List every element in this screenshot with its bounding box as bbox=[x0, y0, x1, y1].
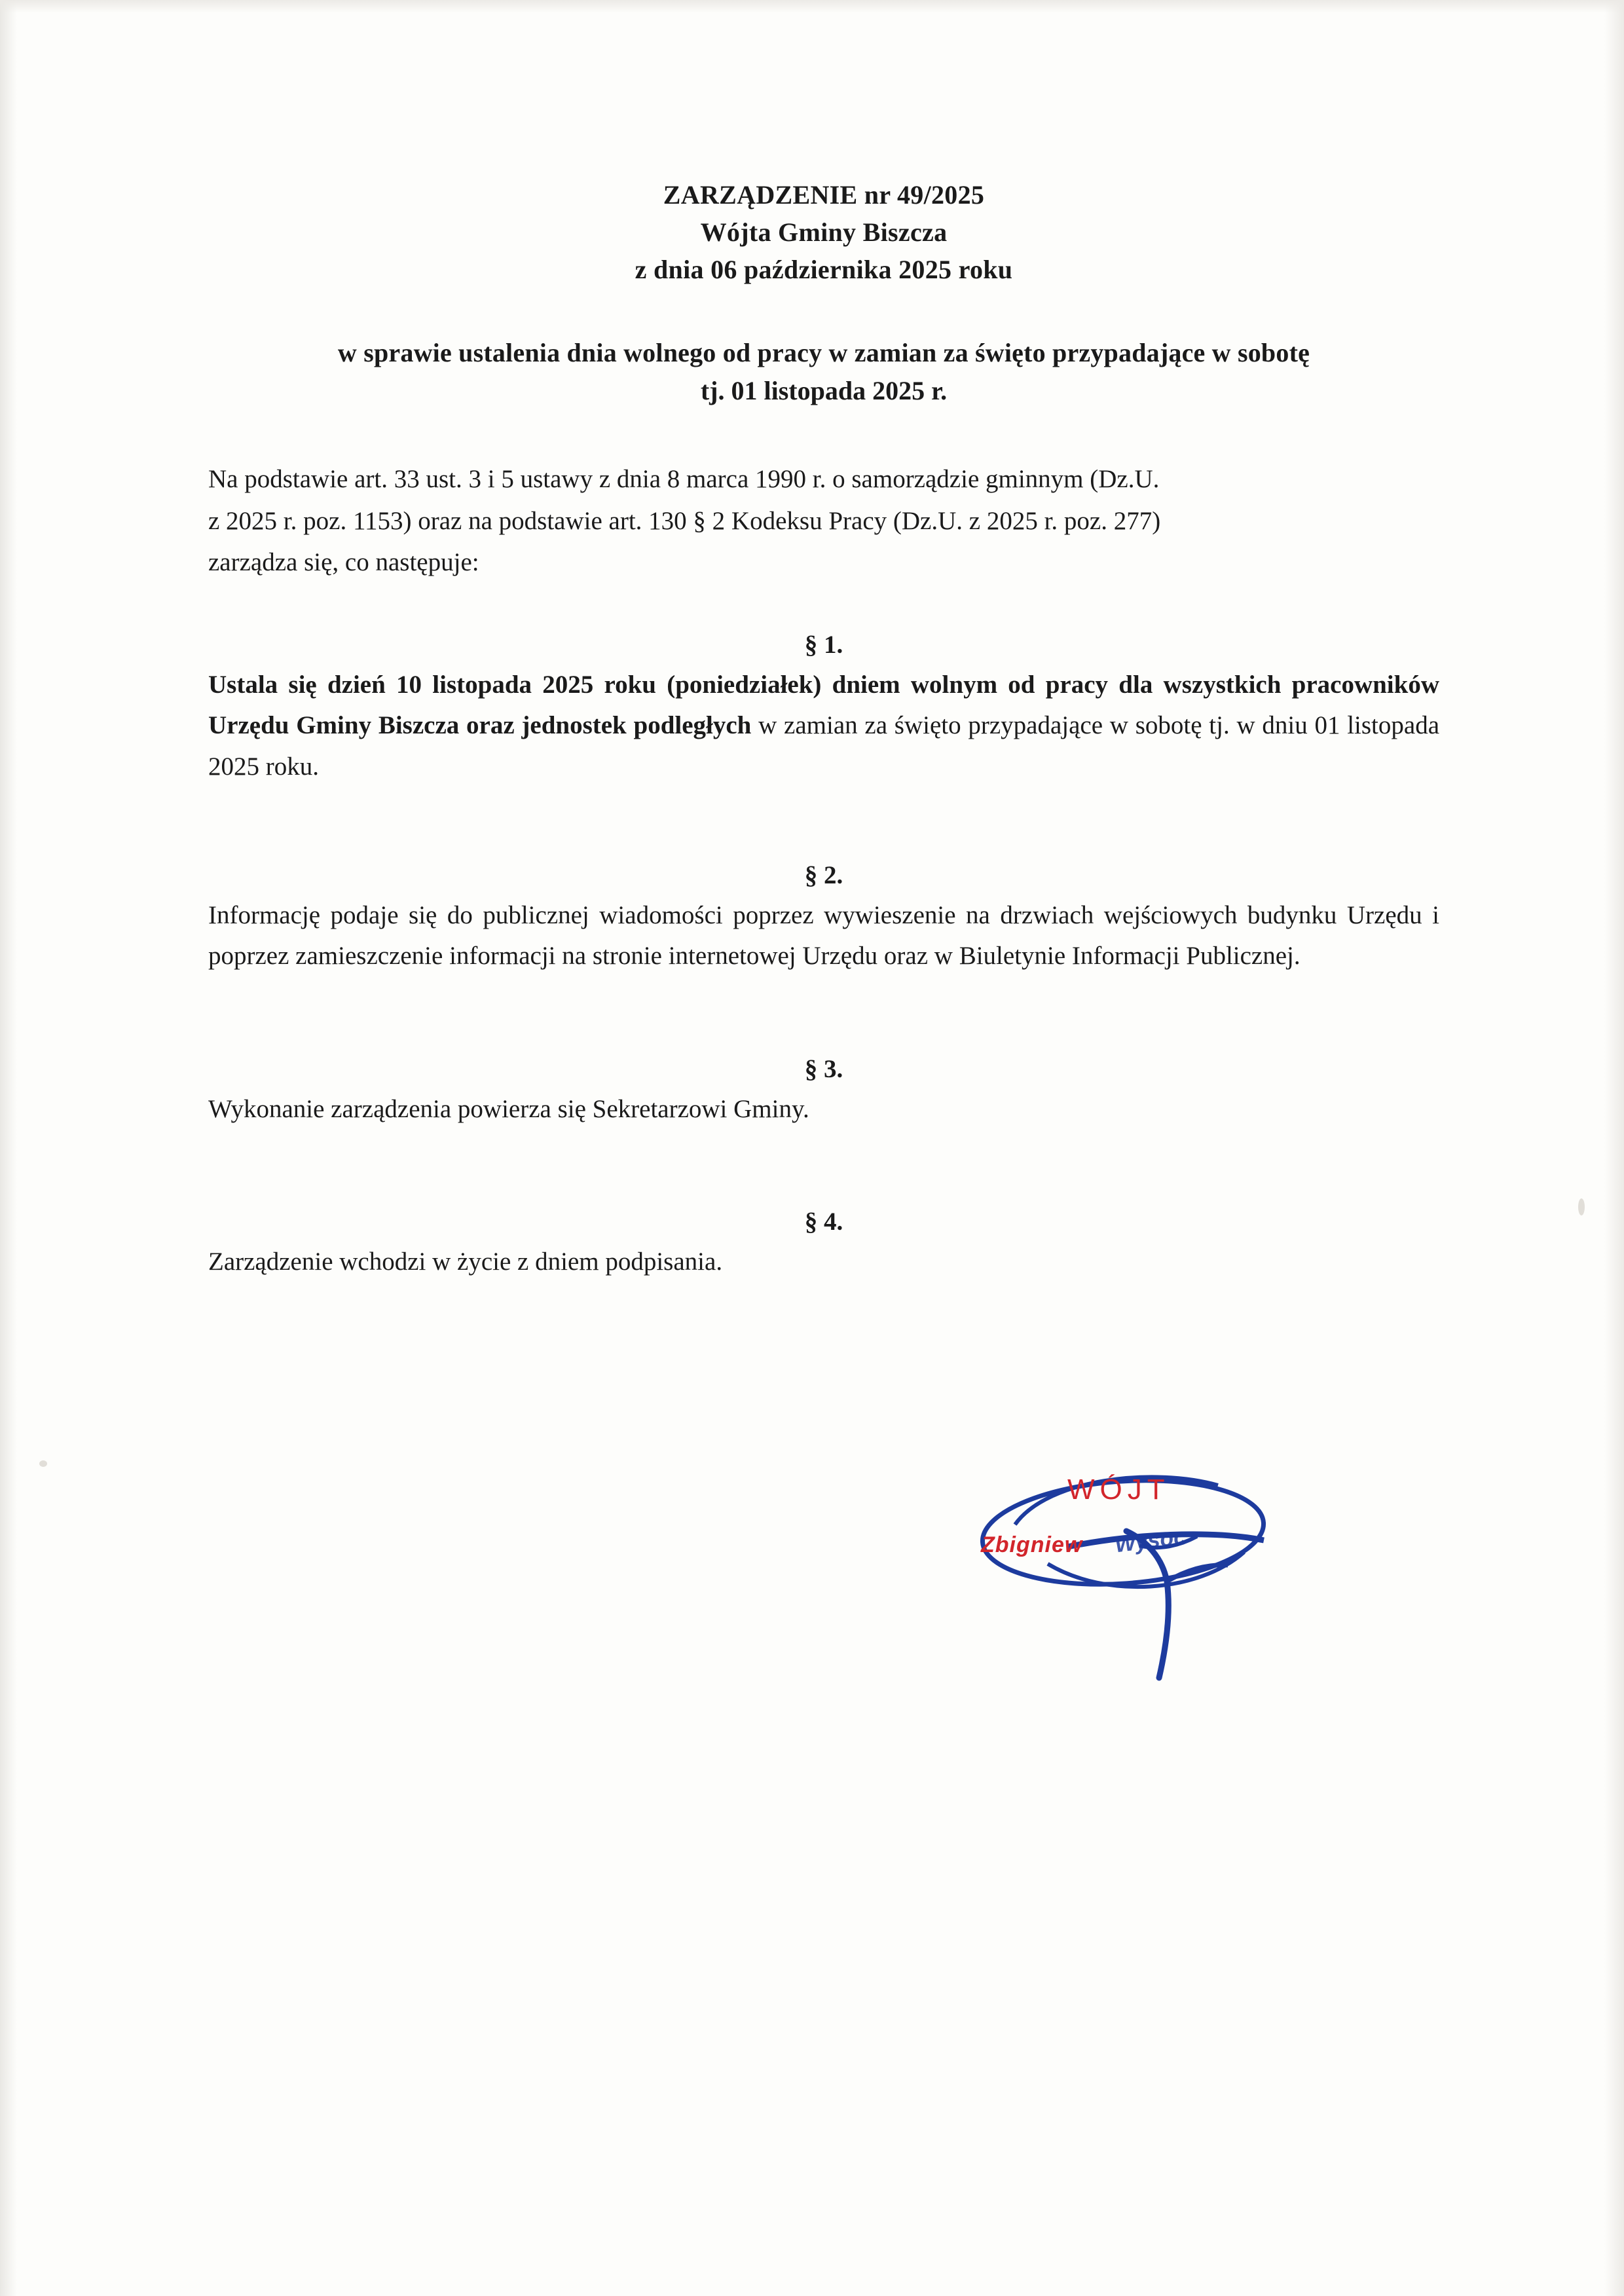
subject-line-1: w sprawie ustalenia dnia wolnego od pracy w zamian za święto przypadające w sobotę bbox=[337, 338, 1310, 368]
section-heading-1: § 1. bbox=[804, 630, 843, 659]
scan-edge-shadow-right bbox=[1604, 0, 1624, 2296]
document-subject bbox=[208, 334, 1439, 410]
signature-block bbox=[936, 1447, 1329, 1749]
section-body-2: Informację podaje się do publicznej wiadomości poprzez wywieszenie na drzwiach wejściowych budynku Urzędu i poprzez zamieszczenie informacji na stronie internetowej Urzędu oraz w Biuletynie Informacji Publicznej. bbox=[208, 901, 1439, 971]
stamp-role-text: WÓJT bbox=[1067, 1473, 1170, 1506]
section-body-3: Wykonanie zarządzenia powierza się Sekretarzowi Gminy. bbox=[208, 1094, 809, 1123]
document-body bbox=[208, 177, 1439, 1283]
section-heading-3: § 3. bbox=[804, 1054, 843, 1083]
scan-edge-shadow-top bbox=[0, 0, 1624, 13]
scan-edge-shadow-left bbox=[0, 0, 17, 2296]
legal-basis-line-2: z 2025 r. poz. 1153) oraz na podstawie art. 130 § 2 Kodeksu Pracy (Dz.U. z 2025 r. poz. 277) bbox=[208, 506, 1161, 535]
section-1-normal-text: w zamian za święto przypadające w sobotę tj. w dniu 01 listopada 2025 roku. bbox=[208, 711, 1440, 781]
title-line-1: ZARZĄDZENIE nr 49/2025 bbox=[663, 180, 985, 210]
section-body-1 bbox=[208, 665, 1439, 787]
document-title bbox=[208, 177, 1439, 288]
stamp-name-text: Zbigniew bbox=[981, 1532, 1083, 1557]
subject-line-2: tj. 01 listopada 2025 r. bbox=[700, 376, 948, 406]
legal-basis-paragraph bbox=[208, 458, 1439, 583]
section-body-4: Zarządzenie wchodzi w życie z dniem podpisania. bbox=[208, 1248, 723, 1276]
section-heading-2: § 2. bbox=[804, 861, 843, 890]
section-heading-4: § 4. bbox=[804, 1208, 843, 1236]
section-1-bold-text: Ustala się dzień 10 listopada 2025 roku (poniedziałek) dniem wolnym od pracy dla wszystkich pracowników Urzędu Gminy Biszcza oraz jednostek podległych bbox=[208, 670, 1439, 740]
title-line-2: Wójta Gminy Biszcza bbox=[700, 217, 948, 247]
handwritten-name-overlay: Wysoc bbox=[1113, 1524, 1188, 1558]
scan-speck bbox=[1578, 1198, 1585, 1215]
scan-speck bbox=[39, 1460, 47, 1467]
legal-basis-line-1: Na podstawie art. 33 ust. 3 i 5 ustawy z dnia 8 marca 1990 r. o samorządzie gminnym (Dz.U. bbox=[208, 465, 1160, 494]
legal-basis-line-3: zarządza się, co następuje: bbox=[208, 547, 479, 576]
title-line-3: z dnia 06 października 2025 roku bbox=[635, 254, 1013, 284]
